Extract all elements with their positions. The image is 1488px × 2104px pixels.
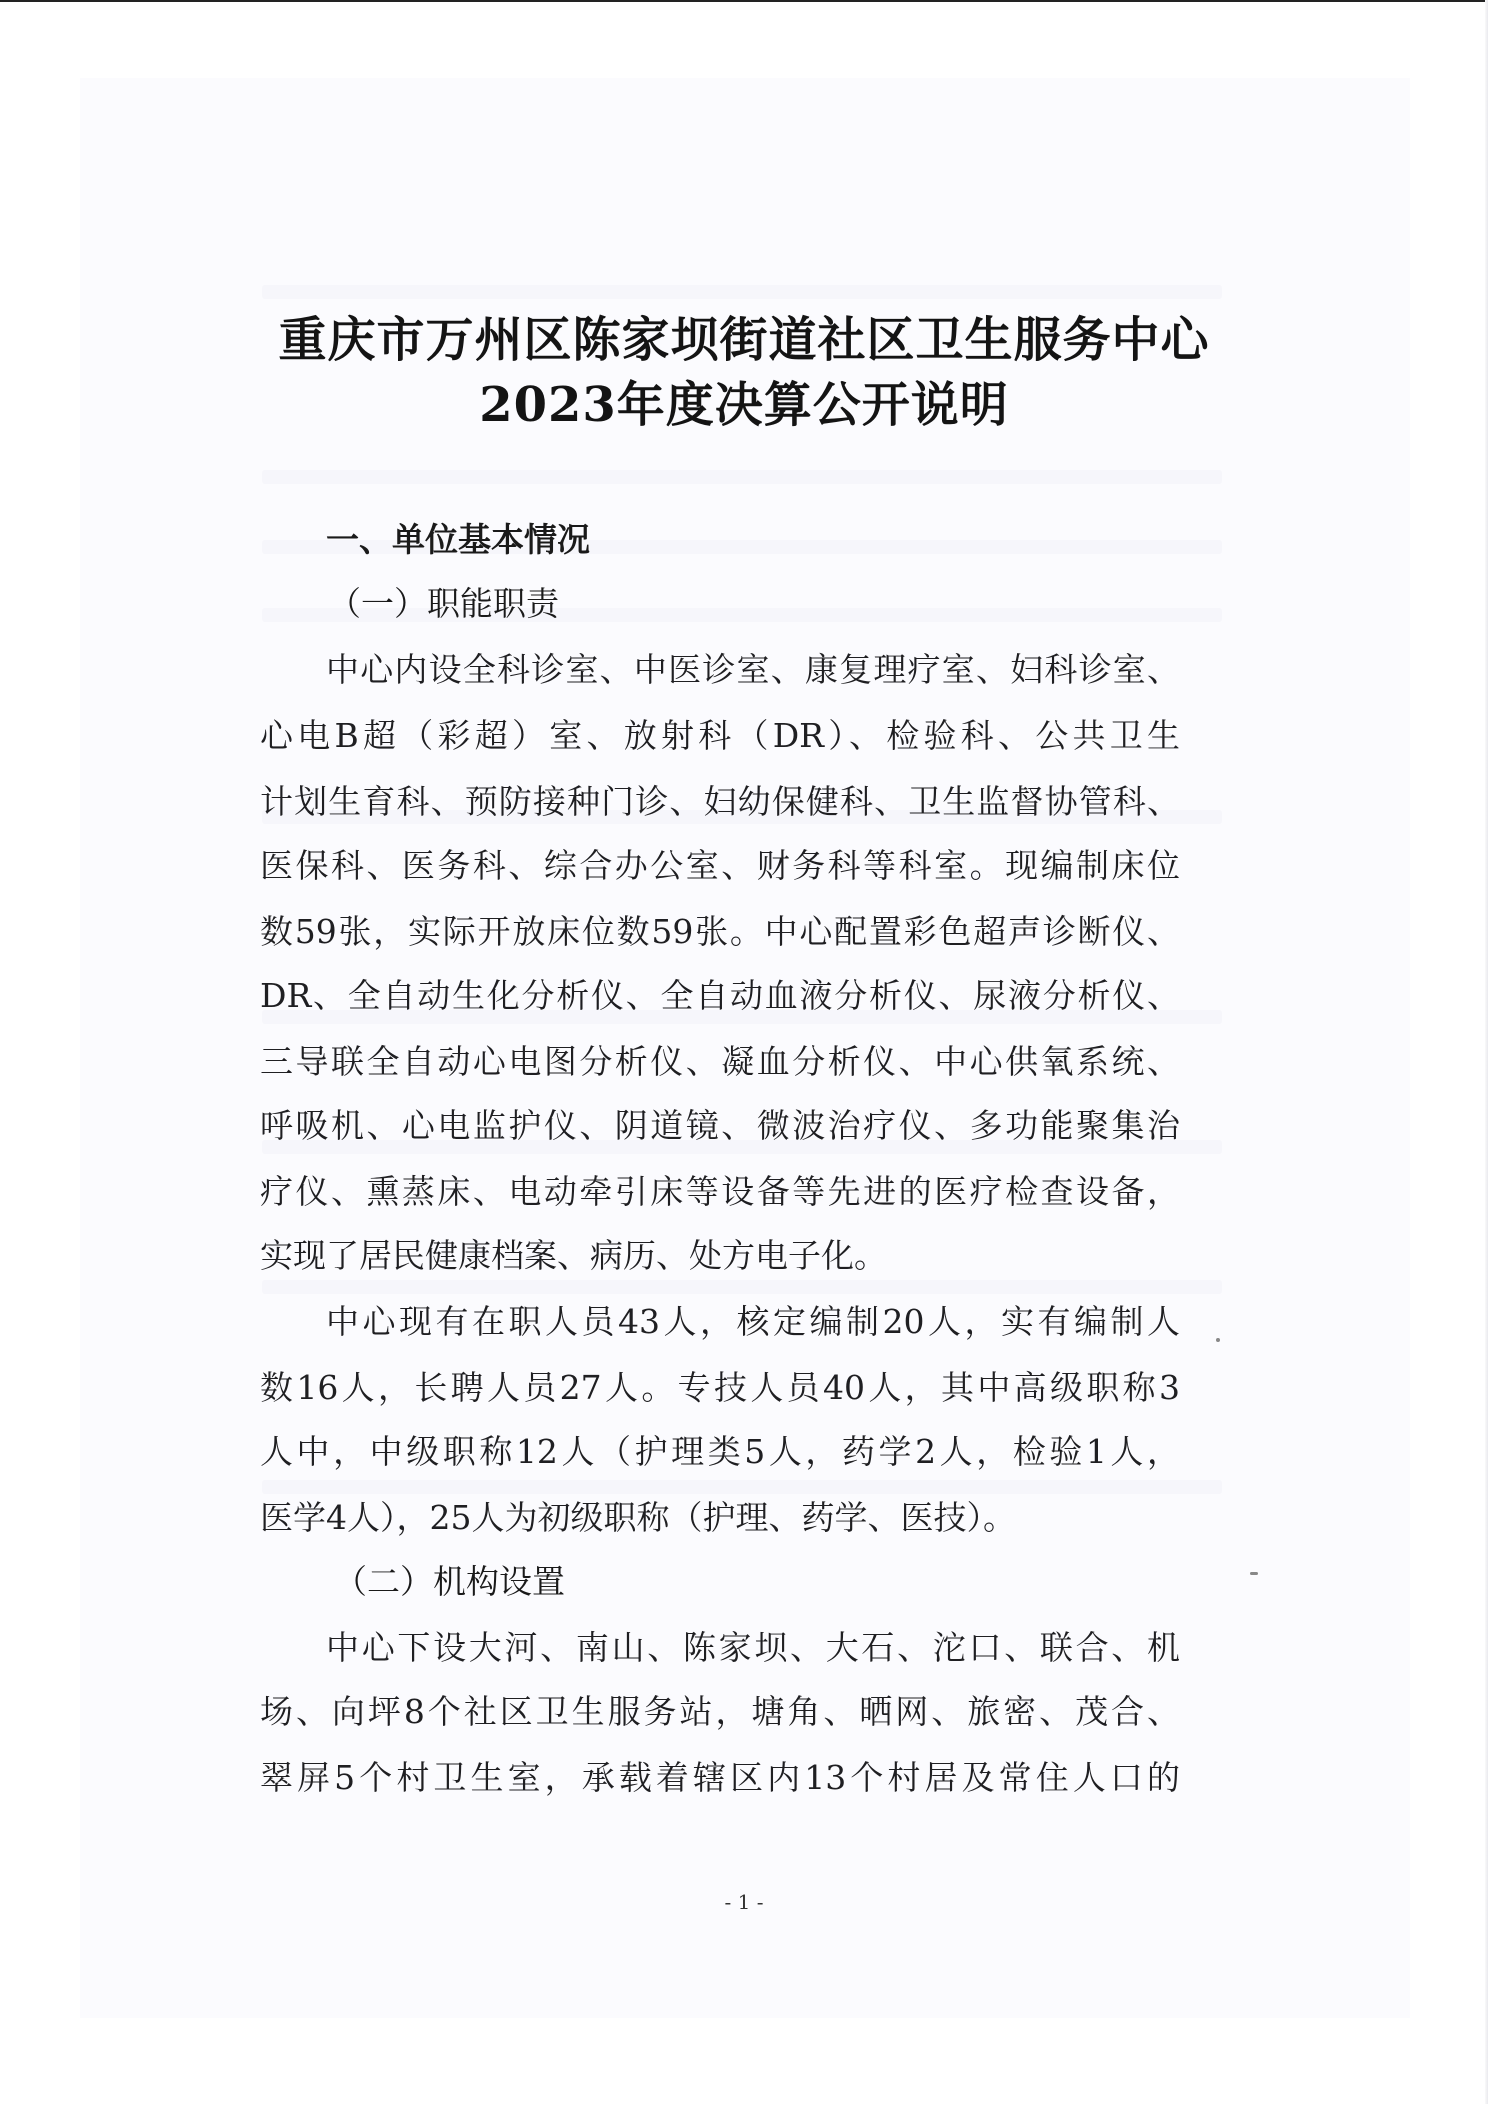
- paragraph-line: 呼吸机、心电监护仪、阴道镜、微波治疗仪、多功能聚集治: [260, 1106, 1180, 1145]
- document-title: 重庆市万州区陈家坝街道社区卫生服务中心: [278, 312, 1210, 368]
- section-heading-basic-info: 一、单位基本情况: [326, 520, 590, 559]
- paragraph-line: 数59张，实际开放床位数59张。中心配置彩色超声诊断仪、: [260, 912, 1180, 951]
- paragraph-line: 中心内设全科诊室、中医诊室、康复理疗室、妇科诊室、: [326, 650, 1180, 689]
- paragraph-line: 医学4人），25人为初级职称（护理、药学、医技）。: [260, 1498, 1016, 1537]
- paragraph-line: 疗仪、熏蒸床、电动牵引床等设备等先进的医疗检查设备，: [260, 1172, 1180, 1211]
- scan-speck: [1250, 1572, 1258, 1575]
- paragraph-line: 计划生育科、预防接种门诊、妇幼保健科、卫生监督协管科、: [260, 782, 1180, 821]
- paragraph-line: 实现了居民健康档案、病历、处方电子化。: [260, 1236, 887, 1275]
- paragraph-line: 场、向坪8个社区卫生服务站，塘角、晒网、旅密、茂合、: [260, 1692, 1180, 1731]
- page-number: - 1 -: [724, 1890, 764, 1914]
- bleed-through-mark: [262, 1480, 1222, 1494]
- subsection-heading-functions: （一）职能职责: [328, 584, 559, 623]
- document-subtitle: 2023年度决算公开说明: [479, 377, 1009, 433]
- paragraph-line: 心电B超（彩超）室、放射科（DR）、检验科、公共卫生: [260, 716, 1180, 755]
- paragraph-line: 数16人，长聘人员27人。专技人员40人，其中高级职称3: [260, 1368, 1180, 1407]
- bleed-through-mark: [262, 470, 1222, 484]
- paragraph-line: 中心下设大河、南山、陈家坝、大石、沱口、联合、机: [326, 1628, 1180, 1667]
- subsection-heading-organization: （二）机构设置: [334, 1562, 565, 1601]
- paragraph-line: DR、全自动生化分析仪、全自动血液分析仪、尿液分析仪、: [260, 976, 1180, 1015]
- paragraph-line: 三导联全自动心电图分析仪、凝血分析仪、中心供氧系统、: [260, 1042, 1180, 1081]
- paragraph-line: 医保科、医务科、综合办公室、财务科等科室。现编制床位: [260, 846, 1180, 885]
- paragraph-line: 人中，中级职称12人（护理类5人，药学2人，检验1人，: [260, 1432, 1180, 1471]
- scan-speck: [1216, 1338, 1220, 1342]
- bleed-through-mark: [262, 1280, 1222, 1294]
- bleed-through-mark: [262, 285, 1222, 299]
- paragraph-line: 中心现有在职人员43人，核定编制20人，实有编制人: [326, 1302, 1180, 1341]
- paragraph-line: 翠屏5个村卫生室，承载着辖区内13个村居及常住人口的: [260, 1758, 1180, 1797]
- scan-top-border: [0, 0, 1488, 2]
